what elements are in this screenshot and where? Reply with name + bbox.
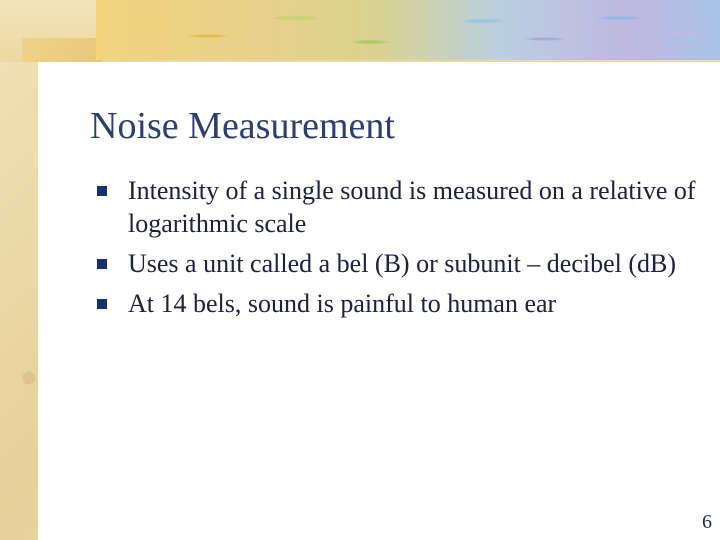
square-bullet-icon (97, 186, 107, 196)
banner-accent (22, 38, 102, 62)
square-bullet-icon (97, 259, 107, 269)
bullet-text: Intensity of a single sound is measured on a relative of logarithmic scale (128, 176, 696, 238)
bullet-text: At 14 bels, sound is painful to human ear (128, 289, 557, 318)
floral-banner-image (96, 0, 720, 60)
slide-title: Noise Measurement (90, 105, 395, 147)
bullet-item (90, 247, 700, 280)
square-bullet-icon (97, 299, 107, 309)
bullet-item (90, 287, 700, 320)
bullet-text: Uses a unit called a bel (B) or subunit – decibel (dB) (128, 249, 677, 278)
bullet-list (90, 174, 700, 327)
bullet-item (90, 174, 700, 240)
page-number: 6 (702, 511, 712, 533)
